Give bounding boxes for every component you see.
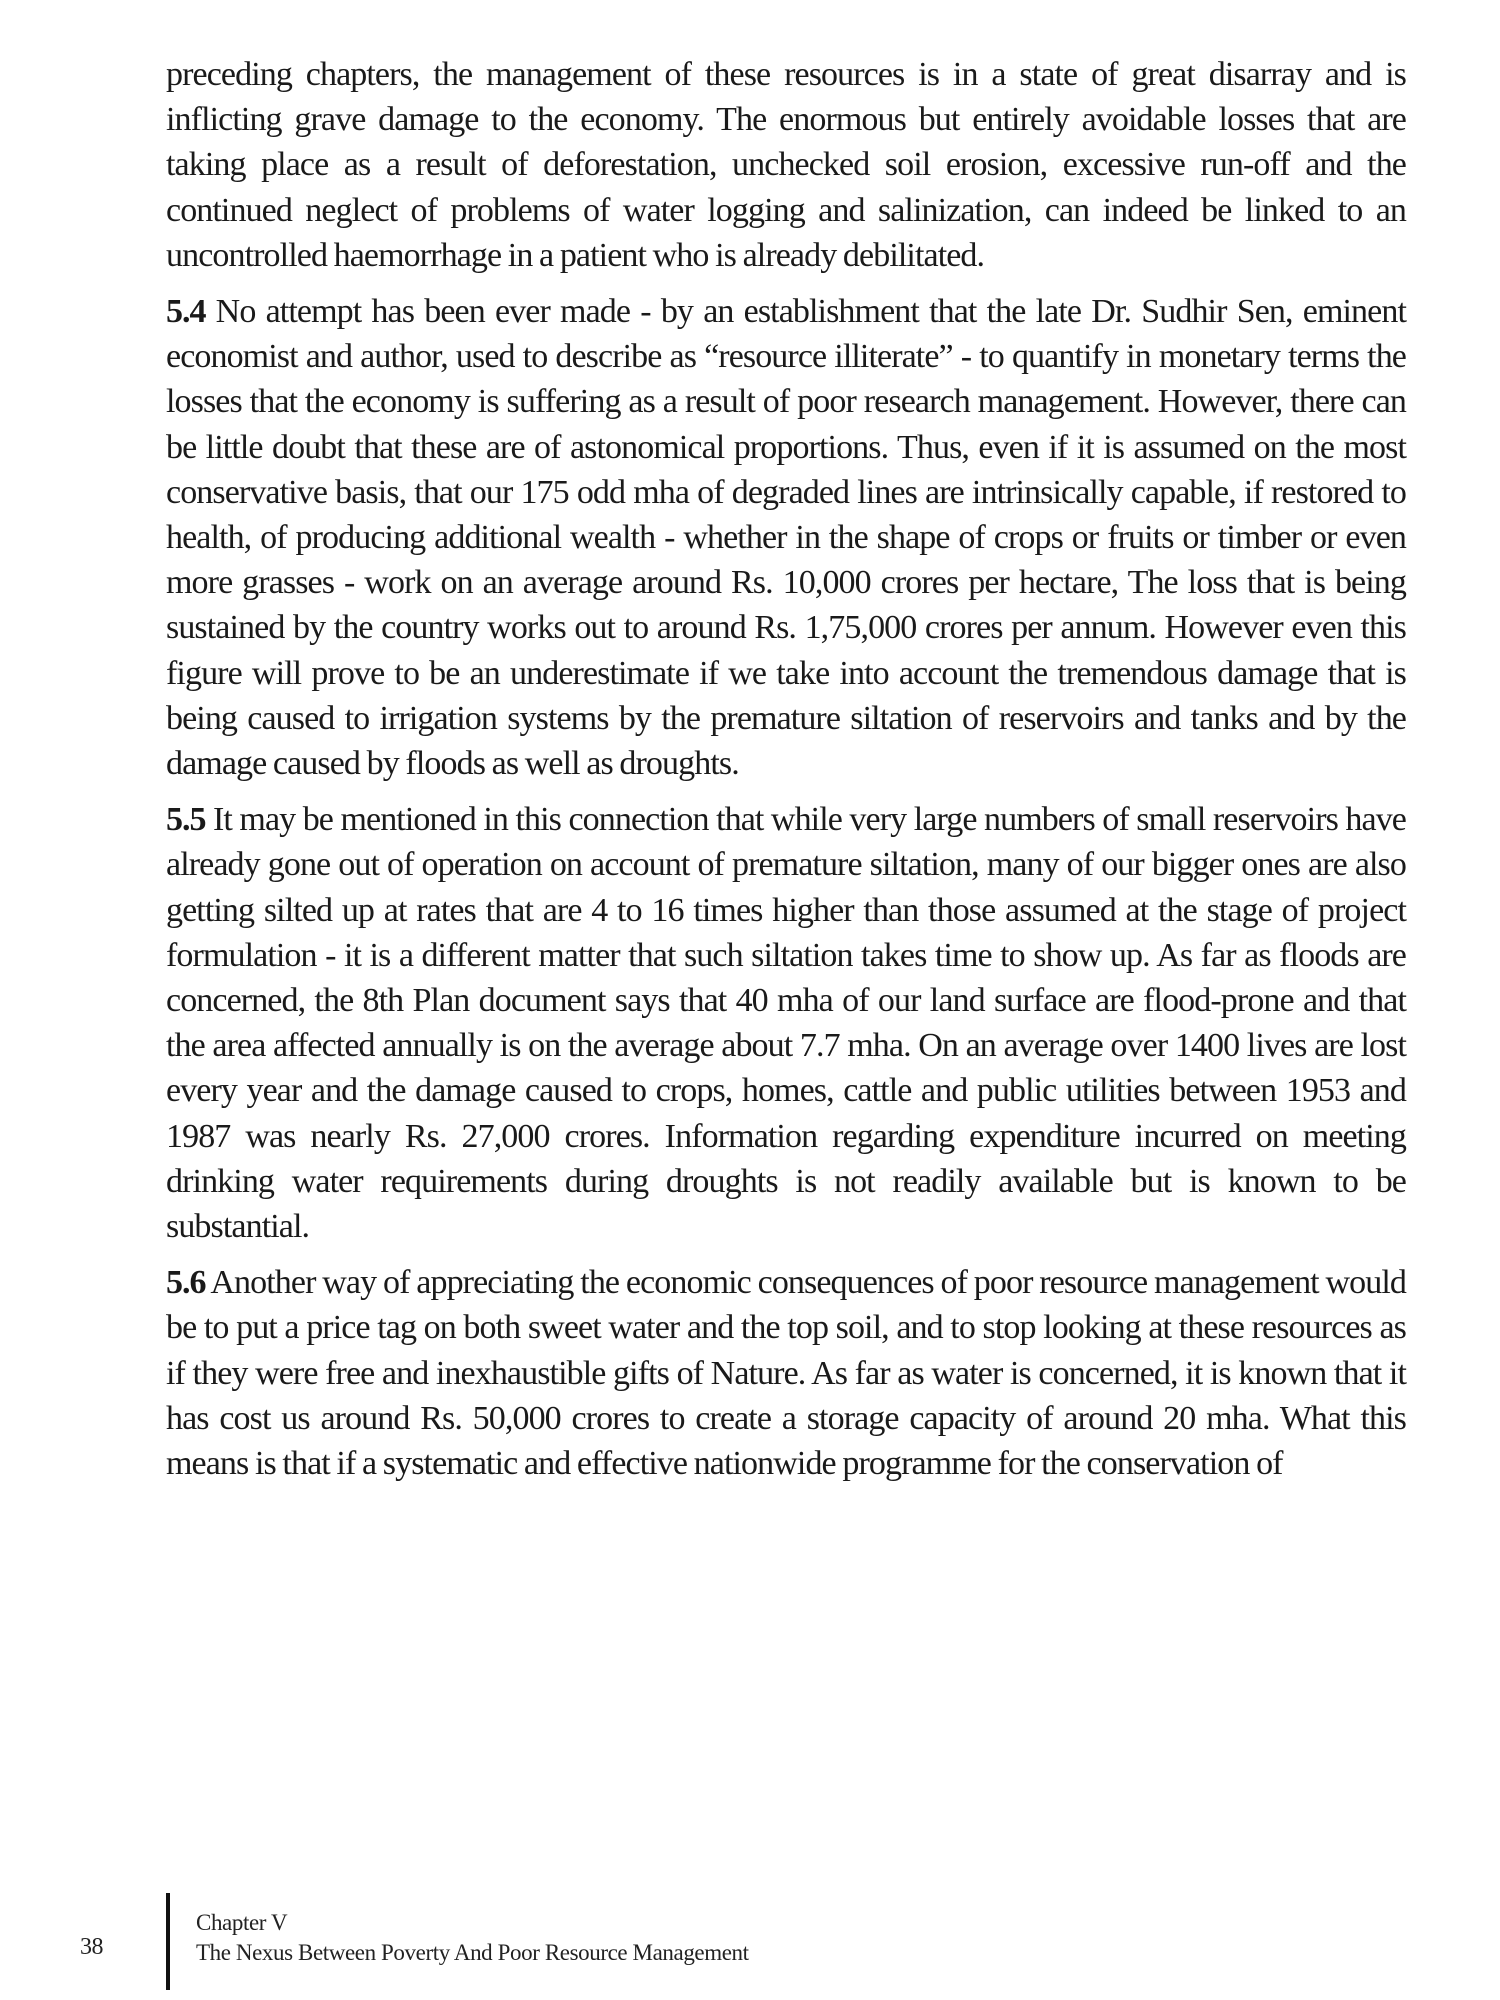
body-text-column (166, 52, 1406, 1486)
paragraph-number: 5.4 (166, 293, 206, 331)
paragraph-continuation (166, 52, 1406, 278)
footer-divider (166, 1893, 170, 1990)
paragraph-text: preceding chapters, the management of these resources is in a state of great disarray and is inflicting grave damage to the economy. The enormous but entirely avoidable losses that are taking place as a result of deforestation, unchecked soil erosion, excessive run-off and the continued neglect of problems of water logging and salinization, can indeed be linked to an uncontrolled haemorrhage in a patient who is already debilitated. (166, 56, 1406, 274)
paragraph-text: Another way of appreciating the economic consequences of poor resource management would be to put a price tag on both sweet water and the top soil, and to stop looking at these resources as if they were free and inexhaustible gifts of Nature. As far as water is concerned, it is known that it has cost us around Rs. 50,000 crores to create a storage capacity of around 20 mha. What this means is that if a systematic and effective nationwide programme for the conservation of (166, 1264, 1406, 1483)
paragraph-5-6 (166, 1260, 1406, 1486)
paragraph-text: It may be mentioned in this connection that while very large numbers of small reservoirs have already gone out of operation on account of premature siltation, many of our bigger ones are also getting silted up at rates that are 4 to 16 times higher than those assumed at the stage of project formulation - it is a different matter that such siltation takes time to show up. As far as floods are concerned, the 8th Plan document says that 40 mha of our land surface are flood-prone and that the area affected annually is on the average about 7.7 mha. On an average over 1400 lives are lost every year and the damage caused to crops, homes, cattle and public utilities between 1953 and 1987 was nearly Rs. 27,000 crores. Information regarding expenditure incurred on meeting drinking water requirements during droughts is not readily available but is known to be substantial. (166, 801, 1406, 1246)
paragraph-number: 5.6 (166, 1264, 206, 1302)
paragraph-5-5 (166, 797, 1406, 1249)
page-number: 38 (80, 1934, 103, 1960)
chapter-title: The Nexus Between Poverty And Poor Resource Management (196, 1940, 749, 1965)
paragraph-number: 5.5 (166, 801, 206, 839)
running-footer (196, 1908, 749, 1968)
chapter-label: Chapter V (196, 1910, 288, 1935)
paragraph-5-4 (166, 289, 1406, 786)
paragraph-text: No attempt has been ever made - by an establishment that the late Dr. Sudhir Sen, eminent economist and author, used to describe as “resource illiterate” - to quantify in monetary terms the losses that the economy is suffering as a result of poor research management. However, there can be little doubt that these are of astonomical proportions. Thus, even if it is assumed on the most conservative basis, that our 175 odd mha of degraded lines are intrinsically capable, if restored to health, of producing additional wealth - whether in the shape of crops or fruits or timber or even more grasses - work on an average around Rs. 10,000 crores per hectare, The loss that is being sustained by the country works out to around Rs. 1,75,000 crores per annum. However even this figure will prove to be an underestimate if we take into account the tremendous damage that is being caused to irrigation systems by the premature siltation of reservoirs and tanks and by the damage caused by floods as well as droughts. (166, 293, 1406, 783)
